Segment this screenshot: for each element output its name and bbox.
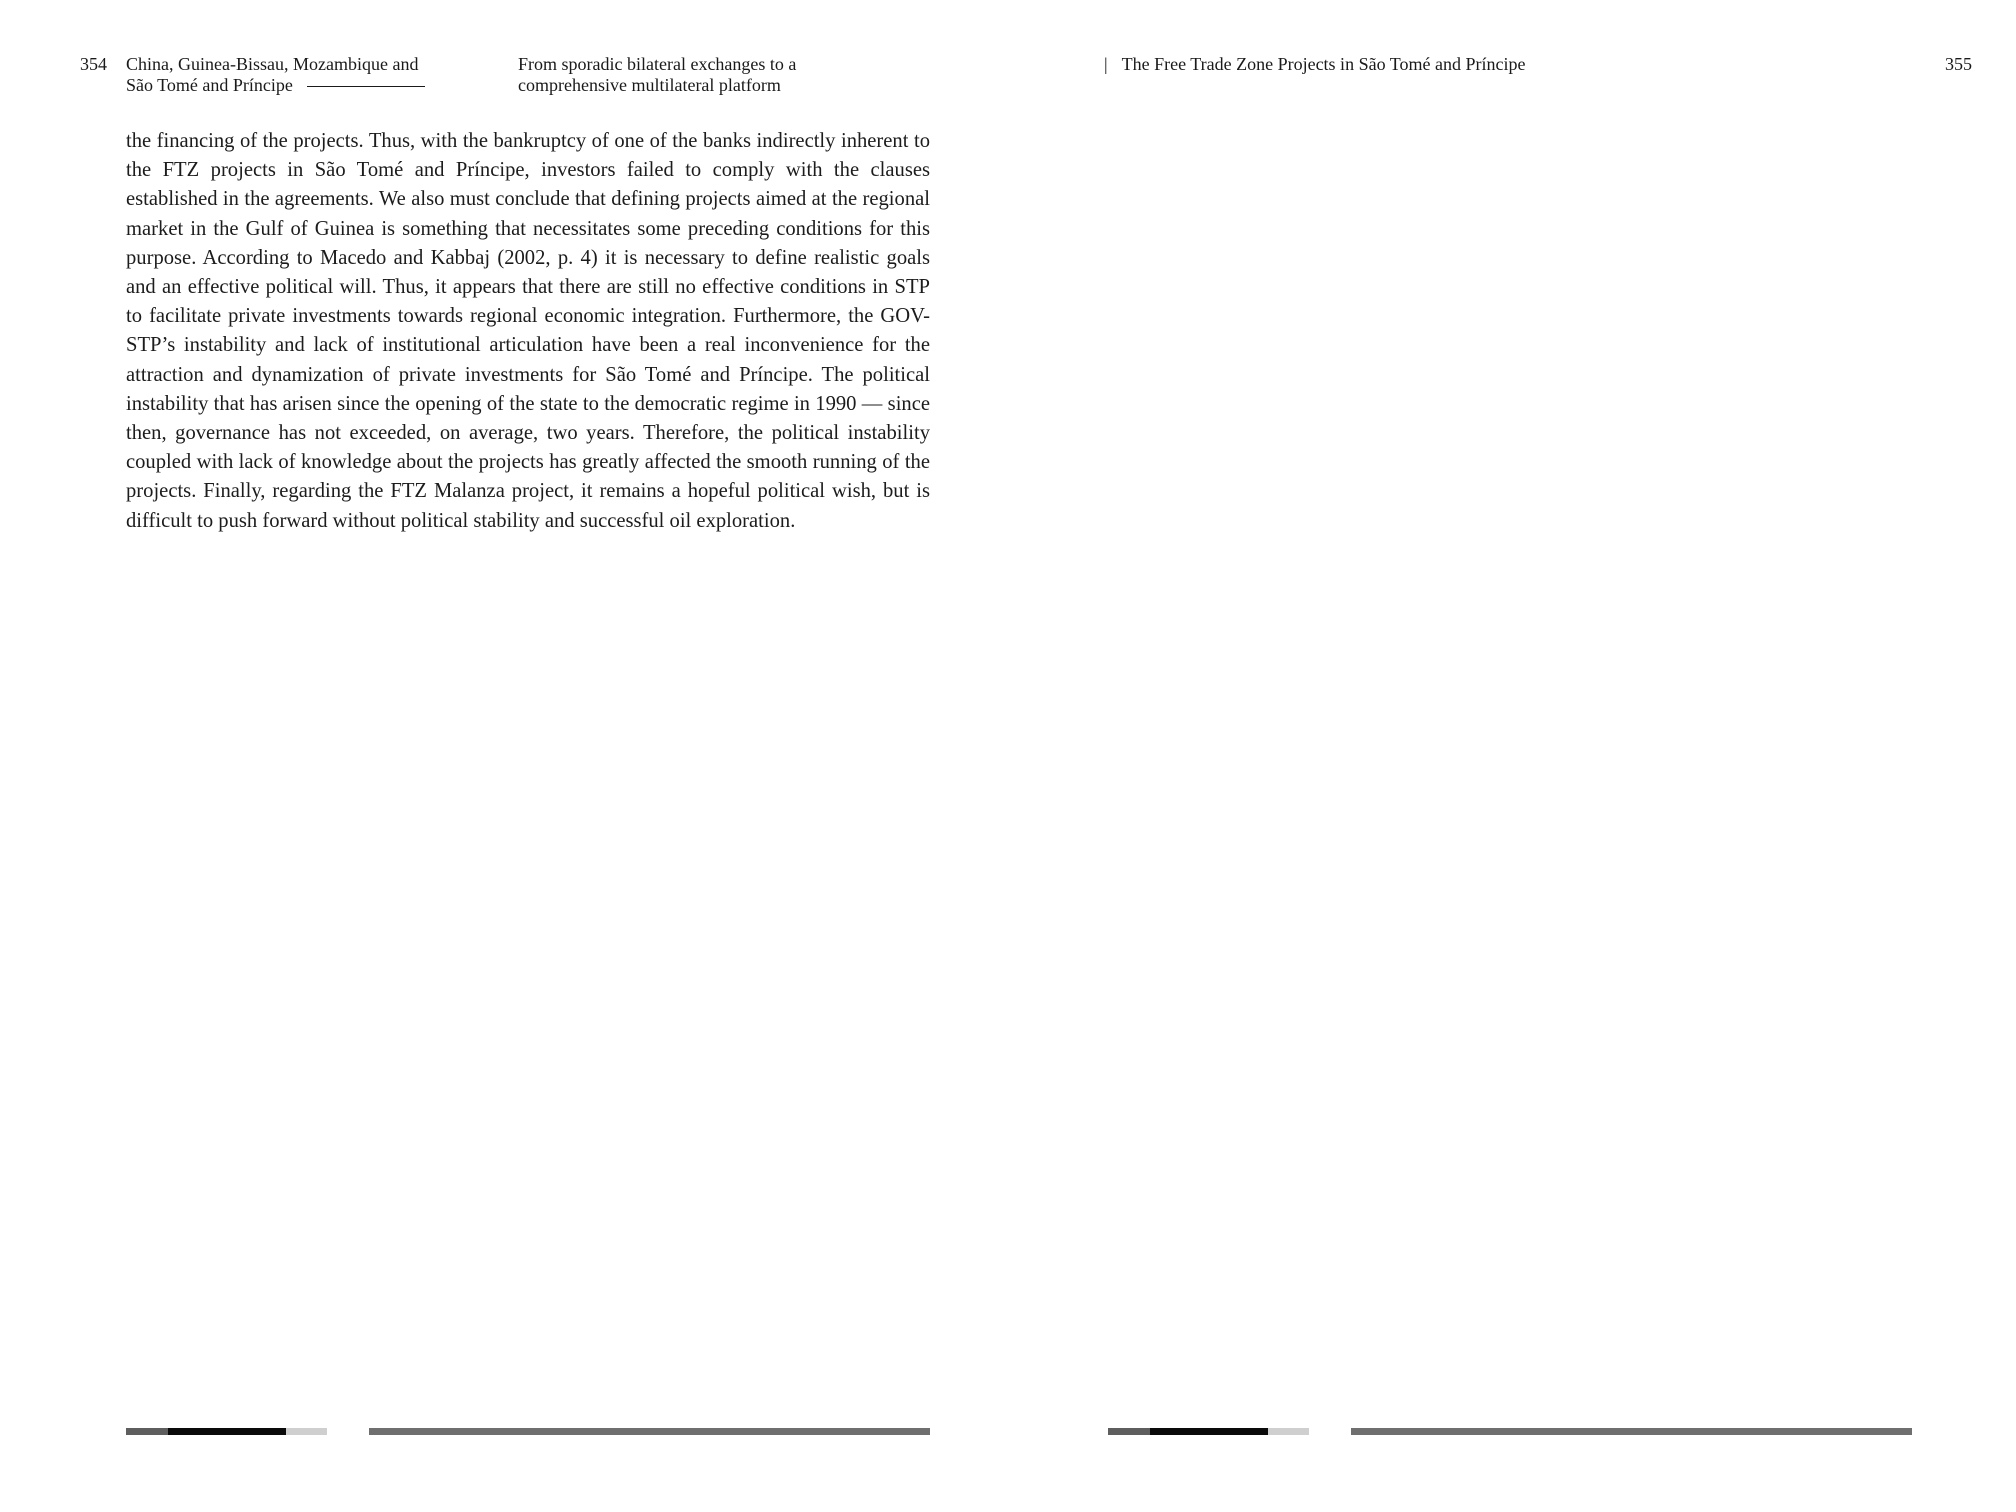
- running-head-section: [518, 54, 796, 96]
- footer-bar-long-grey: [369, 1428, 930, 1435]
- left-page-number: 354: [80, 54, 107, 74]
- running-head-chapter: The Free Trade Zone Projects in São Tomé and Príncipe: [1121, 54, 1526, 74]
- footer-bar-light-grey: [286, 1428, 327, 1435]
- footer-bar-black: [1150, 1428, 1268, 1435]
- running-head-part-line2-row: [126, 75, 425, 96]
- running-head-section-line2: comprehensive multilateral platform: [518, 75, 781, 95]
- footer-bar-dark-grey: [126, 1428, 168, 1435]
- footer-bar-long-grey: [1351, 1428, 1912, 1435]
- right-page-number: 355: [1945, 54, 1972, 74]
- running-head-part-line1: China, Guinea-Bissau, Mozambique and: [126, 54, 419, 74]
- left-footer-bars: [126, 1428, 930, 1435]
- footer-bar-dark-grey: [1108, 1428, 1150, 1435]
- right-page: [1008, 0, 2016, 1512]
- running-head-chapter-block: [1104, 54, 1525, 75]
- body-paragraph: the financing of the projects. Thus, with the bankruptcy of one of the banks indirectly inherent to the FTZ projects in São Tomé and Príncipe, investors failed to comply with the clauses established in the agreements. We also must conclude that defining projects aimed at the regional market in the Gulf of Guinea is something that necessitates some preceding conditions for this purpose. According to Macedo and Kabbaj (2002, p. 4) it is necessary to define realistic goals and an effective political will. Thus, it appears that there are still no effective conditions in STP to facilitate private investments towards regional economic integration. Furthermore, the GOV-STP’s instability and lack of institutional articulation have been a real inconvenience for the attraction and dynamization of private investments for São Tomé and Príncipe. The political instability that has arisen since the opening of the state to the democratic regime in 1990 — since then, governance has not exceeded, on average, two years. Therefore, the political instability coupled with lack of knowledge about the projects has greatly affected the smooth running of the projects. Finally, regarding the FTZ Malanza project, it remains a hopeful political wish, but is difficult to push forward without political stability and successful oil exploration.: [126, 130, 930, 532]
- running-head-section-line1: From sporadic bilateral exchanges to a: [518, 54, 797, 74]
- running-head-separator: |: [1104, 54, 1108, 74]
- footer-bar-light-grey: [1268, 1428, 1309, 1435]
- right-footer-bars: [1108, 1428, 1912, 1435]
- running-head-part-line2: São Tomé and Príncipe: [126, 75, 293, 95]
- running-head-rule: [307, 86, 425, 87]
- footer-bar-black: [168, 1428, 286, 1435]
- running-head-part: [126, 54, 425, 96]
